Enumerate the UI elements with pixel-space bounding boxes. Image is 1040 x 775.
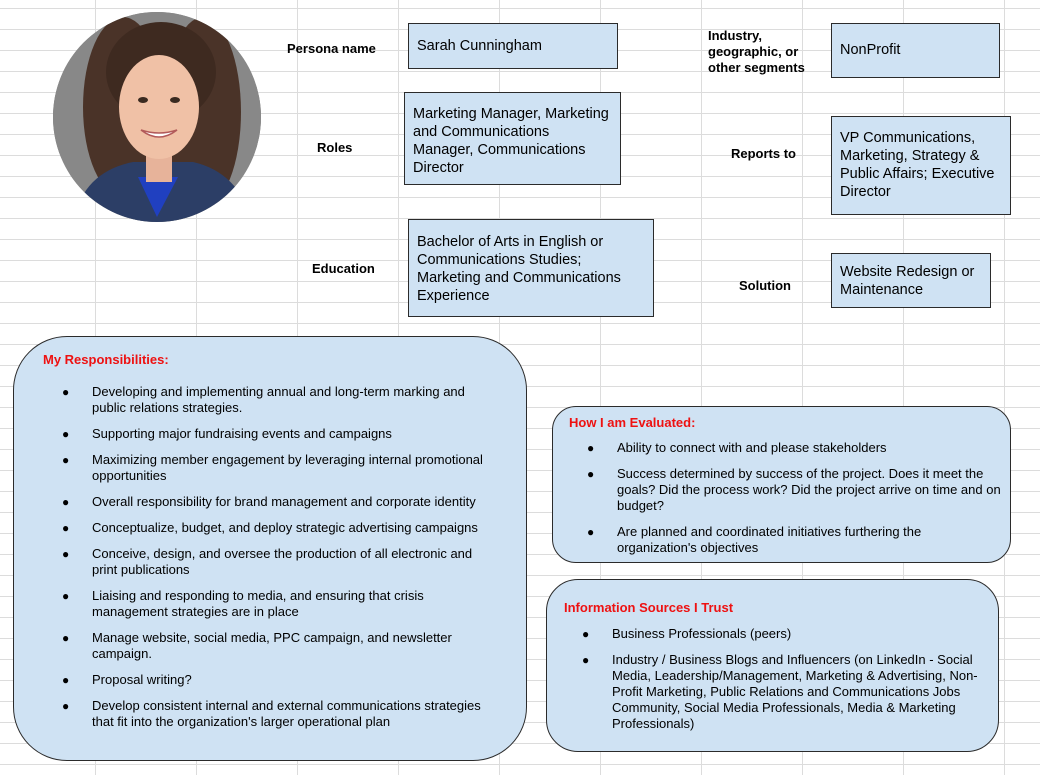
sources-panel (546, 579, 999, 752)
bullet-icon: ● (62, 699, 70, 713)
list-item (62, 520, 497, 536)
responsibilities-title: My Responsibilities: (43, 352, 169, 367)
sources-title: Information Sources I Trust (564, 600, 734, 615)
list-item (62, 426, 497, 442)
list-item-text: Are planned and coordinated initiatives furthering the organization's objectives (617, 524, 922, 555)
list-item-text: Supporting major fundraising events and campaigns (92, 426, 392, 441)
list-item (62, 452, 497, 484)
list-item-text: Overall responsibility for brand management and corporate identity (92, 494, 476, 509)
bullet-icon: ● (587, 525, 595, 539)
list-item-text: Proposal writing? (92, 672, 192, 687)
list-item (62, 494, 497, 510)
list-item (62, 630, 497, 662)
industry-value: NonProfit (831, 23, 1000, 78)
evaluated-list (587, 440, 1002, 566)
list-item-text: Conceive, design, and oversee the production of all electronic and print publications (92, 546, 473, 577)
list-item (587, 466, 1002, 514)
list-item-text: Business Professionals (peers) (612, 626, 792, 641)
evaluated-panel (552, 406, 1011, 563)
solution-label: Solution (739, 278, 791, 293)
persona-photo (53, 12, 261, 222)
list-item (582, 652, 982, 732)
bullet-icon: ● (62, 453, 70, 467)
bullet-icon: ● (62, 521, 70, 535)
bullet-icon: ● (62, 495, 70, 509)
bullet-icon: ● (62, 385, 70, 399)
list-item (62, 698, 497, 730)
list-item-text: Success determined by success of the project. Does it meet the goals? Did the process work? Did the project arrive on time and on budget? (617, 466, 1001, 513)
list-item (587, 440, 1002, 456)
list-item (587, 524, 1002, 556)
list-item-text: Industry / Business Blogs and Influencers (on LinkedIn - Social Media, Leadership/Management, Marketing & Advertising, Non-Profit Marketing, Public Relations and Communications Jobs Community, Social Media Professionals, Media & Marketing Professionals) (612, 652, 978, 731)
list-item-text: Ability to connect with and please stakeholders (617, 440, 887, 455)
reports-to-label: Reports to (731, 146, 796, 161)
bullet-icon: ● (62, 547, 70, 561)
list-item (582, 626, 982, 642)
list-item-text: Liaising and responding to media, and ensuring that crisis management strategies are in place (92, 588, 424, 619)
list-item-text: Maximizing member engagement by leveraging internal promotional opportunities (92, 452, 483, 483)
roles-label: Roles (317, 140, 353, 155)
solution-value: Website Redesign or Maintenance (831, 253, 991, 308)
bullet-icon: ● (587, 467, 595, 481)
reports-to-value: VP Communications, Marketing, Strategy & Public Affairs; Executive Director (831, 116, 1011, 215)
bullet-icon: ● (62, 631, 70, 645)
list-item (62, 672, 497, 688)
sources-list (582, 626, 982, 742)
list-item-text: Conceptualize, budget, and deploy strategic advertising campaigns (92, 520, 478, 535)
list-item (62, 384, 497, 416)
bullet-icon: ● (62, 673, 70, 687)
evaluated-title: How I am Evaluated: (569, 415, 696, 430)
list-item-text: Develop consistent internal and external communications strategies that fit into the organization's larger operational plan (92, 698, 481, 729)
persona-name-value: Sarah Cunningham (408, 23, 618, 69)
responsibilities-list (62, 384, 497, 740)
list-item (62, 546, 497, 578)
responsibilities-panel (13, 336, 527, 761)
bullet-icon: ● (582, 627, 590, 641)
bullet-icon: ● (587, 441, 595, 455)
persona-name-label: Persona name (287, 41, 376, 56)
bullet-icon: ● (582, 653, 590, 667)
bullet-icon: ● (62, 589, 70, 603)
list-item (62, 588, 497, 620)
education-value: Bachelor of Arts in English or Communications Studies; Marketing and Communications Experience (408, 219, 654, 317)
list-item-text: Developing and implementing annual and long-term marking and public relations strategies. (92, 384, 465, 415)
education-label: Education (312, 261, 375, 276)
bullet-icon: ● (62, 427, 70, 441)
list-item-text: Manage website, social media, PPC campaign, and newsletter campaign. (92, 630, 452, 661)
industry-label: Industry, geographic, or other segments (708, 28, 805, 75)
roles-value: Marketing Manager, Marketing and Communications Manager, Communications Director (404, 92, 621, 185)
